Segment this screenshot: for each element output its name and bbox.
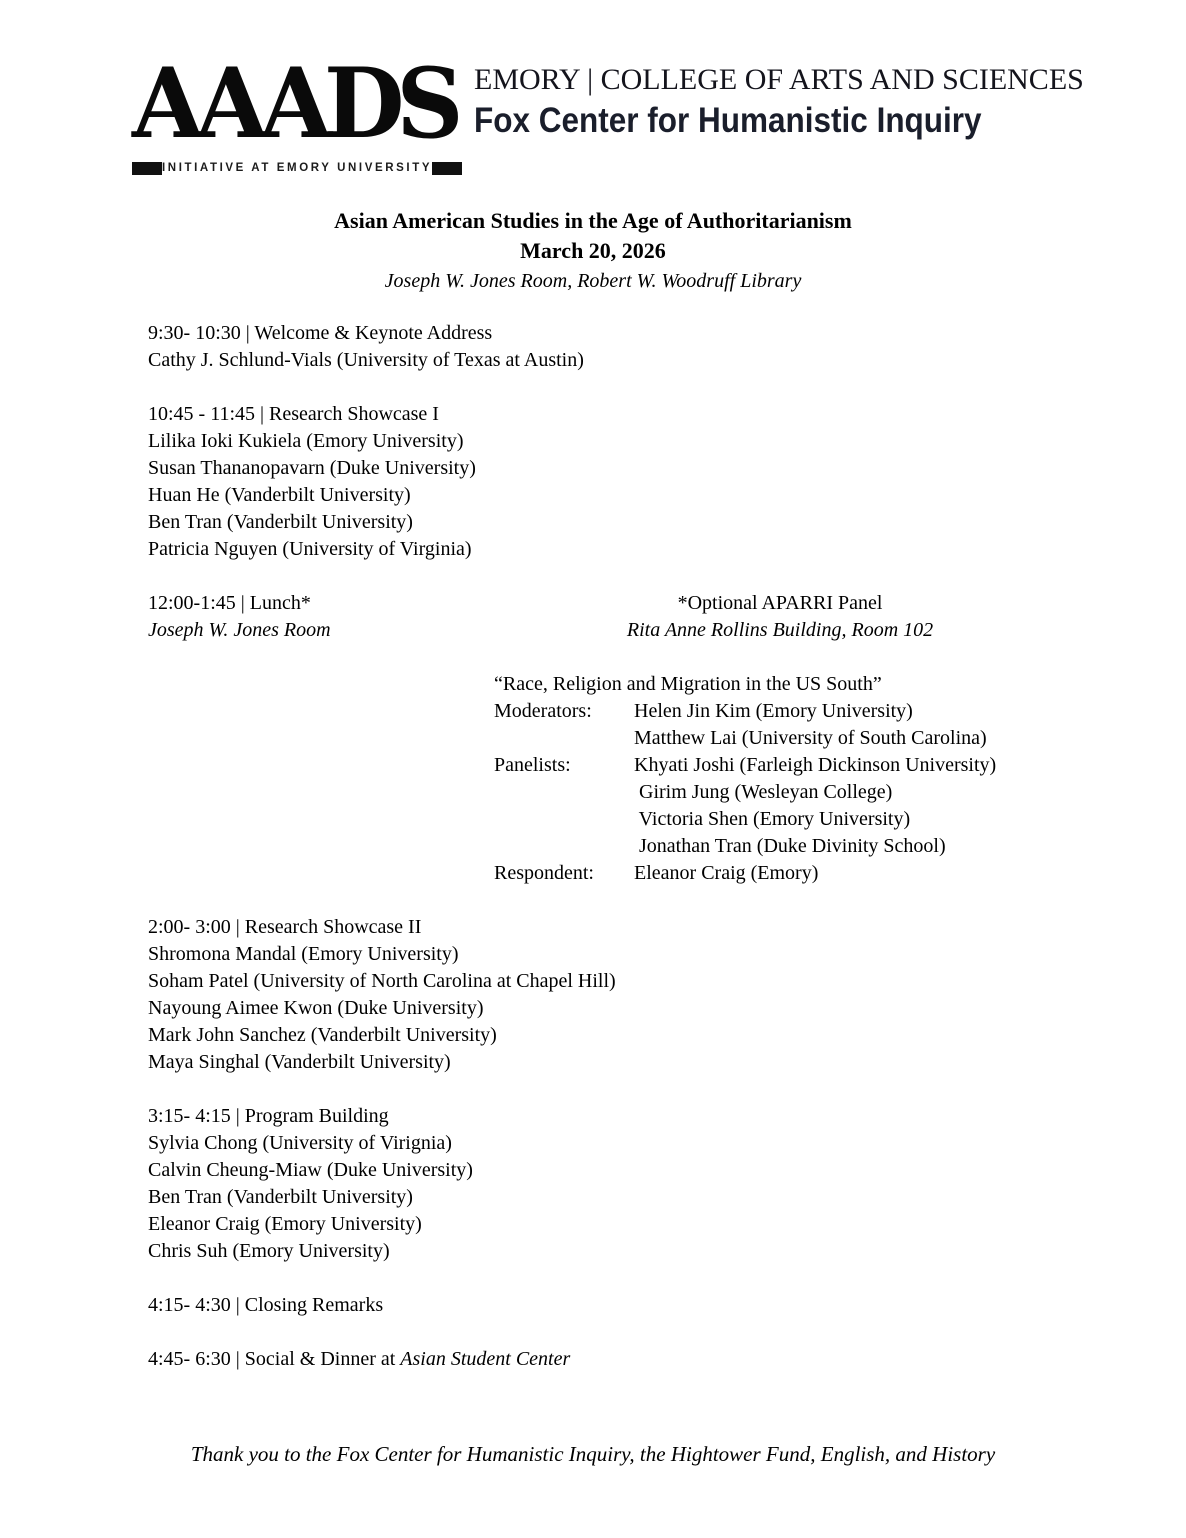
panel-row — [494, 860, 1038, 887]
speaker-line: Maya Singhal (Vanderbilt University) — [148, 1051, 451, 1074]
panel-role-label: Panelists: — [494, 754, 571, 777]
speaker-line: Eleanor Craig (Emory University) — [148, 1213, 422, 1236]
panel-person: Jonathan Tran (Duke Divinity School) — [634, 835, 946, 858]
speaker-line: Soham Patel (University of North Carolina at Chapel Hill) — [148, 970, 616, 993]
session-heading: 4:15- 4:30 | Closing Remarks — [148, 1294, 384, 1317]
session-location: Rita Anne Rollins Building, Room 102 — [626, 619, 934, 642]
panel-title: “Race, Religion and Migration in the US South” — [494, 673, 882, 696]
panel-row — [494, 725, 1038, 752]
aaads-logo-acronym: AAADS — [132, 46, 456, 160]
session-social — [148, 1346, 1038, 1373]
speaker-line: Sylvia Chong (University of Virignia) — [148, 1132, 452, 1155]
title-block — [0, 206, 1186, 296]
session-keynote — [148, 320, 1038, 374]
event-date: March 20, 2026 — [520, 238, 666, 264]
acknowledgments — [0, 1441, 1186, 1468]
session-location: Joseph W. Jones Room — [148, 619, 331, 642]
session-heading: *Optional APARRI Panel — [677, 592, 883, 615]
panel-row — [494, 806, 1038, 833]
schedule — [148, 320, 1038, 1373]
event-title: Asian American Studies in the Age of Authoritarianism — [334, 208, 852, 234]
logo-tagline-text: INITIATIVE AT EMORY UNIVERSITY — [162, 162, 433, 175]
speaker-line: Lilika Ioki Kukiela (Emory University) — [148, 430, 464, 453]
panel-person: Matthew Lai (University of South Carolina) — [634, 727, 987, 750]
panel-person: Helen Jin Kim (Emory University) — [634, 700, 913, 723]
session-lunch-row — [148, 590, 1038, 644]
aparri-panel-details — [494, 671, 1038, 887]
session-heading: 2:00- 3:00 | Research Showcase II — [148, 916, 422, 939]
speaker-line: Mark John Sanchez (Vanderbilt University) — [148, 1024, 497, 1047]
panel-person: Eleanor Craig (Emory) — [634, 862, 819, 885]
speaker-line: Calvin Cheung-Miaw (Duke University) — [148, 1159, 473, 1182]
session-heading — [148, 1346, 1038, 1373]
session-lunch — [148, 590, 488, 644]
session-showcase1 — [148, 401, 1038, 563]
panel-row — [494, 779, 1038, 806]
session-heading: 12:00-1:45 | Lunch* — [148, 592, 311, 615]
session-heading-prefix: 4:45- 6:30 | Social & Dinner at — [148, 1348, 401, 1371]
panel-person: Khyati Joshi (Farleigh Dickinson University) — [634, 754, 997, 777]
session-showcase2 — [148, 914, 1038, 1076]
logo-bar-left — [132, 162, 162, 175]
masthead-college-line: EMORY | COLLEGE OF ARTS AND SCIENCES — [474, 63, 1084, 96]
panel-person: Girim Jung (Wesleyan College) — [634, 781, 893, 804]
aaads-logo — [132, 46, 456, 182]
speaker-line: Cathy J. Schlund-Vials (University of Texas at Austin) — [148, 349, 584, 372]
panel-role-label: Moderators: — [494, 700, 592, 723]
masthead-text — [474, 58, 1084, 142]
panel-row — [494, 698, 1038, 725]
speaker-line: Susan Thananopavarn (Duke University) — [148, 457, 476, 480]
speaker-line: Chris Suh (Emory University) — [148, 1240, 390, 1263]
panel-role-label — [494, 725, 634, 752]
panel-person: Victoria Shen (Emory University) — [634, 808, 911, 831]
panel-role-label — [494, 833, 634, 860]
speaker-line: Patricia Nguyen (University of Virginia) — [148, 538, 472, 561]
panel-row — [494, 833, 1038, 860]
masthead-center-line: Fox Center for Humanistic Inquiry — [474, 101, 982, 140]
event-venue: Joseph W. Jones Room, Robert W. Woodruff Library — [384, 270, 802, 293]
speaker-line: Huan He (Vanderbilt University) — [148, 484, 411, 507]
session-heading-venue: Asian Student Center — [400, 1348, 571, 1371]
speaker-line: Ben Tran (Vanderbilt University) — [148, 511, 413, 534]
thanks-line: Thank you to the Fox Center for Humanistic Inquiry, the Hightower Fund, English, and History — [190, 1442, 996, 1467]
session-heading: 9:30- 10:30 | Welcome & Keynote Address — [148, 322, 493, 345]
masthead — [132, 46, 1186, 182]
speaker-line: Ben Tran (Vanderbilt University) — [148, 1186, 413, 1209]
logo-bar-right — [432, 162, 462, 175]
panel-role-label — [494, 806, 634, 833]
session-closing — [148, 1292, 1038, 1319]
panel-role-label: Respondent: — [494, 862, 594, 885]
session-aparri-header — [540, 590, 1020, 644]
speaker-line: Nayoung Aimee Kwon (Duke University) — [148, 997, 484, 1020]
session-heading: 3:15- 4:15 | Program Building — [148, 1105, 389, 1128]
session-program-building — [148, 1103, 1038, 1265]
session-heading: 10:45 - 11:45 | Research Showcase I — [148, 403, 439, 426]
panel-row — [494, 752, 1038, 779]
panel-role-label — [494, 779, 634, 806]
speaker-line: Shromona Mandal (Emory University) — [148, 943, 459, 966]
